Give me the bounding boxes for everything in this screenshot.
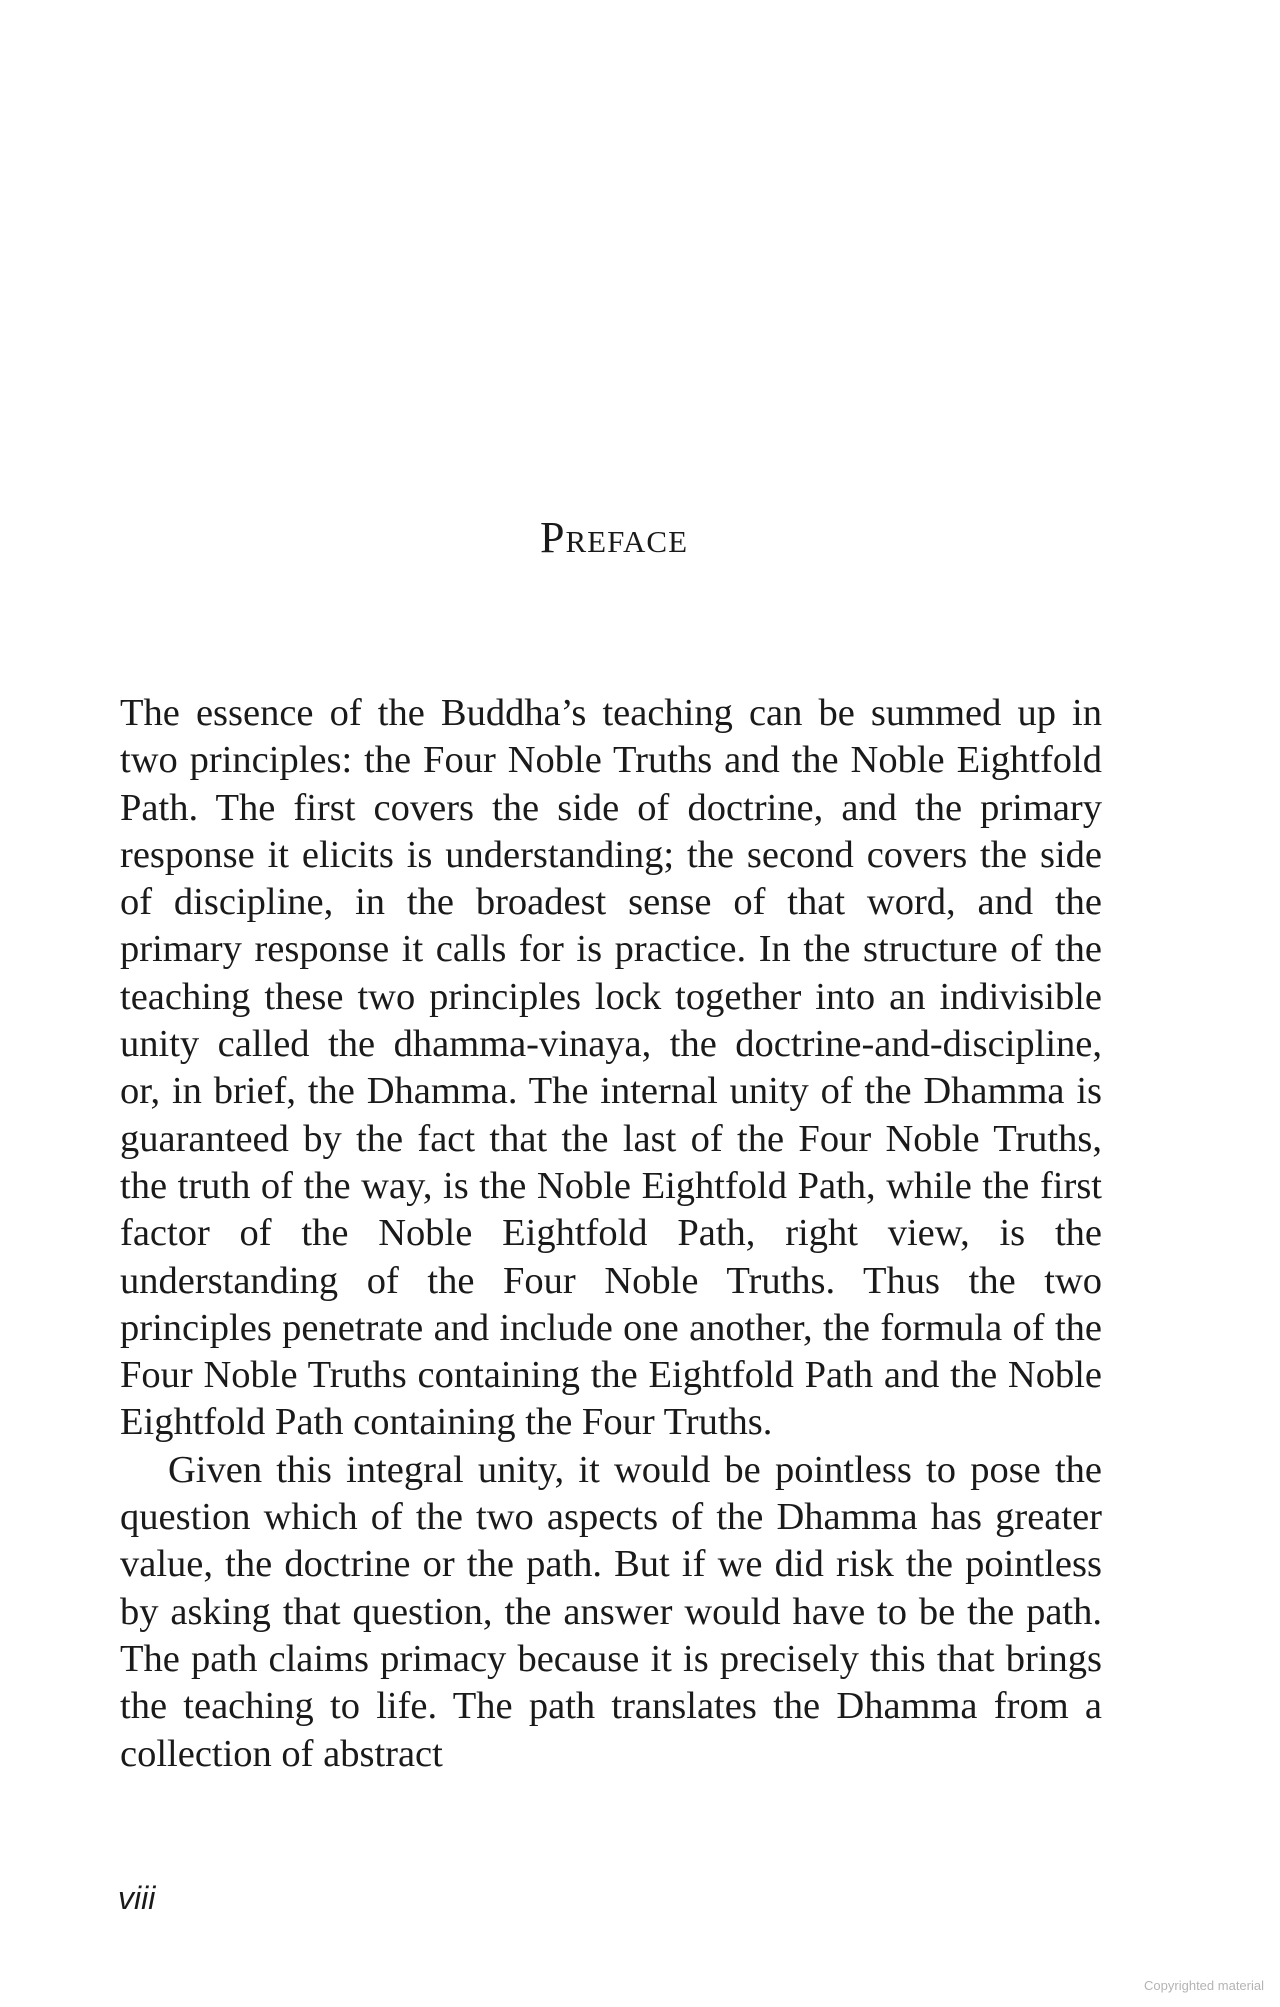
page-number: viii: [118, 1880, 156, 1916]
copyright-watermark: Copyrighted material: [1144, 1978, 1264, 1993]
body-text: [120, 690, 1102, 1778]
paragraph-2: Given this integral unity, it would be pointless to pose the question which of the two aspects of the Dhamma has greater value, the doctrine or the path. But if we did risk the pointless by asking that question, the answer would have to be the path. The path claims primacy because it is precisely this that brings the teaching to life. The path translates the Dhamma from a collection of abstract: [120, 1448, 1102, 1775]
page-title: Preface: [539, 513, 689, 562]
paragraph-1: The essence of the Buddha’s teaching can be summed up in two principles: the Four Noble Truths and the Noble Eightfold Path. The first covers the side of doctrine, and the primary response it elicits is understanding; the second covers the side of discipline, in the broadest sense of that word, and the primary response it calls for is practice. In the structure of the teaching these two principles lock together into an indivisible unity called the dhamma-vinaya, the doctrine-and-discipline, or, in brief, the Dhamma. The internal unity of the Dhamma is guaranteed by the fact that the last of the Four Noble Truths, the truth of the way, is the Noble Eightfold Path, while the first factor of the Noble Eightfold Path, right view, is the understanding of the Four Noble Truths. Thus the two principles penetrate and include one another, the formula of the Four Noble Truths containing the Eightfold Path and the Noble Eightfold Path containing the Four Truths.: [120, 692, 1102, 1444]
